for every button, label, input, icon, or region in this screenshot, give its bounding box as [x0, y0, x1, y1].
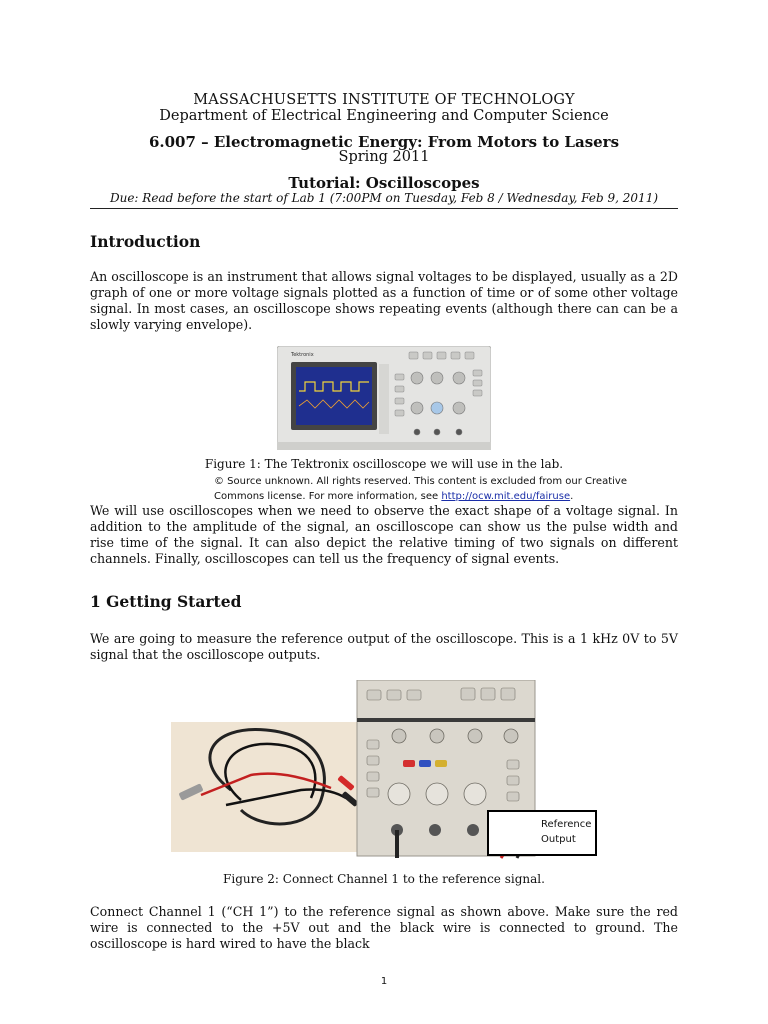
- institution-title: MASSACHUSETTS INSTITUTE OF TECHNOLOGY: [193, 92, 575, 108]
- department-title: Department of Electrical Engineering and Computer Science: [159, 108, 609, 124]
- credit-prefix: Commons license. For more information, see: [214, 491, 442, 502]
- figure-2-caption: Figure 2: Connect Channel 1 to the reference signal.: [223, 872, 545, 886]
- credit-line-1: © Source unknown. All rights reserved. This content is excluded from our Creative: [214, 476, 627, 487]
- due-line: Due: Read before the start of Lab 1 (7:00PM on Tuesday, Feb 8 / Wednesday, Feb 9, 2011): [109, 191, 659, 205]
- credit-line-2: [214, 489, 627, 504]
- intro-paragraph-1: An oscilloscope is an instrument that allows signal voltages to be displayed, usually as a 2D graph of one or more voltage signals plotted as a function of time or of some other voltage signal. In most cases, an oscilloscope shows repeating events (although there can can be a slowly varying envelope).: [90, 269, 678, 332]
- oscilloscope-figure: [277, 346, 491, 450]
- brand-label: Tektronix: [291, 352, 314, 358]
- tutorial-title: Tutorial: Oscilloscopes: [288, 174, 480, 192]
- fairuse-link[interactable]: http://ocw.mit.edu/fairuse: [441, 491, 571, 502]
- copyright-notice: [214, 474, 627, 504]
- figure-1-caption: Figure 1: The Tektronix oscilloscope we will use in the lab.: [204, 457, 564, 471]
- credit-suffix: .: [570, 491, 574, 502]
- intro-paragraph-2: We will use oscilloscopes when we need to observe the exact shape of a voltage signal. In addition to the amplitude of the signal, an oscilloscope can show us the pulse width and rise time of the signal. It can also depict the relative timing of two signals on different channels. Finally, oscilloscopes can tell us the frequency of signal events.: [90, 503, 678, 566]
- intro-heading: Introduction: [90, 232, 201, 251]
- section-1-heading: 1 Getting Started: [90, 592, 242, 611]
- reference-label-line-1: Reference: [541, 819, 592, 830]
- page-number: 1: [380, 976, 388, 987]
- course-title: 6.007 – Electromagnetic Energy: From Motors to Lasers: [148, 133, 620, 151]
- header-rule: [90, 208, 678, 209]
- section-1-paragraph-1: We are going to measure the reference output of the oscilloscope. This is a 1 kHz 0V to 5V signal that the oscilloscope outputs.: [90, 631, 678, 662]
- reference-output-label: [487, 810, 597, 856]
- reference-label-line-2: Output: [541, 834, 576, 845]
- section-1-paragraph-2: Connect Channel 1 (“CH 1”) to the reference signal as shown above. Make sure the red wire is connected to the +5V out and the black wire is connected to ground. The oscilloscope is hard wired to have the black: [90, 904, 678, 951]
- term: Spring 2011: [338, 149, 430, 165]
